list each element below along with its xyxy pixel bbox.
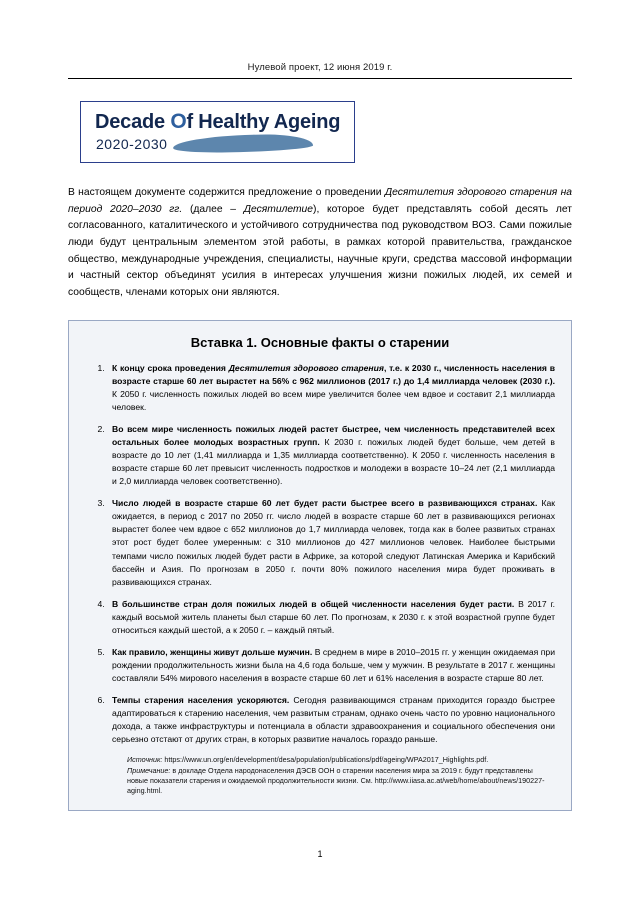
fact-6-lead: Темпы старения населения ускоряются. — [112, 695, 290, 706]
note-text: в докладе Отдела народонаселения ДЭСВ ООН о старении населения мира за 2019 г. будут представлены новые показатели старения и ожидаемой продолжительности жизни. См. http://www.iiasa.ac.at/web/home/about/news/190227-aging.html. — [127, 765, 545, 795]
intro-text-b: (далее – — [182, 203, 244, 215]
page-number: 1 — [317, 849, 323, 859]
list-item — [107, 362, 555, 414]
list-item — [107, 598, 555, 637]
fact-3-rest: Как ожидается, в период с 2017 по 2050 гг. число людей в возрасте старше 60 лет в развивающихся регионах вырастет более чем вдвое с 652 миллионов до 1,7 миллиарда человек, тогда как в более развитых странах этот рост будет более умеренным: с 310 миллионов до 427 миллионов человек. Наиболее быстрыми темпами число пожилых людей будет расти в Африке, за которой следуют Латинская Америка и Карибский бассейн и Азия. По прогнозам в 2050 г. почти 80% пожилого населения мира будет проживать в развивающихся странах. — [112, 498, 555, 587]
fact-2-rest: К 2030 г. пожилых людей будет больше, чем детей в возрасте до 10 лет (1,41 миллиарда и 1,35 миллиарда соответственно). К 2050 г. численность населения в возрасте старше 60 лет превысит численность подростков и молодежи в возрасте 10–24 лет (2,1 миллиарда и 2,0 миллиарда человек соответственно). — [112, 437, 555, 487]
fact-6-rest: Сегодня развивающимся странам приходится гораздо быстрее адаптироваться к старению населения, чем развитым странам, однако очень часто по уровню национального дохода, а также инфраструктуры и потенциала в области здравоохранения и социального обеспечения они серьезно отстают от других стран, в которых развитие началось гораздо раньше. — [112, 695, 555, 745]
intro-emphasis-decade-short: Десятилетие — [243, 203, 314, 215]
fact-1-lead: К концу срока проведения — [112, 362, 229, 373]
intro-text-c: ), которое будет представлять собой десять лет согласованного, каталитического и устойчивого сотрудничества под руководством ВОЗ. Сами пожилые люди будут центральным элементом этой работы, в рамках которой правительства, гражданское общество, международные учреждения, специалисты, научные круги, средства массовой информации и частный сектор объединят усилия в интересах улучшения жизни пожилых людей, их семей и сообществ, членами которых они являются. — [68, 203, 572, 299]
intro-paragraph — [68, 185, 572, 302]
note-label: Примечание: — [127, 765, 171, 775]
fact-3-lead: Число людей в возрасте старше 60 лет будет расти быстрее всего в развивающихся странах. — [112, 498, 538, 509]
fact-4-lead: В большинстве стран доля пожилых людей в общей численности населения будет расти. — [112, 598, 515, 609]
logo-title-part2: f Healthy Ageing — [186, 111, 341, 133]
logo-title-part1: Decade — [95, 111, 171, 133]
fact-5-lead: Как правило, женщины живут дольше мужчин. — [112, 646, 313, 657]
logo-years: 2020-2030 — [96, 136, 168, 152]
list-item — [107, 694, 555, 746]
list-item — [107, 423, 555, 488]
source-text: https://www.un.org/en/development/desa/population/publications/pdf/ageing/WPA2017_Highlights.pdf. — [162, 755, 489, 765]
intro-emphasis-decade-title: Десятилетия здорового старения на период 2020–2030 гг. — [68, 187, 572, 215]
box-1-key-facts — [68, 320, 572, 812]
logo-title — [95, 110, 340, 134]
source-label: Источник: — [127, 755, 163, 765]
facts-list — [85, 362, 555, 747]
fact-1-lead2: , т.е. к 2030 г., численность населения в возрасте старше 60 лет вырастет на 56% с 962 миллионов (2017 г.) до 1,4 миллиарда человек (2030 г.). — [112, 362, 555, 386]
fact-2-lead: Во всем мире численность пожилых людей растет быстрее, чем численность представителей всех остальных более молодых возрастных групп. — [112, 423, 555, 448]
fact-1-italic: Десятилетия здорового старения — [228, 362, 384, 373]
document-header: Нулевой проект, 12 июня 2019 г. — [68, 62, 572, 79]
fact-4-rest: В 2017 г. каждый восьмой житель планеты был старше 60 лет. По прогнозам, к 2030 г. к этой возрастной группе будет относиться каждый шестой, а к 2050 г. – каждый пятый. — [112, 598, 555, 635]
fact-5-rest: В среднем в мире в 2010–2015 гг. у женщин ожидаемая при рождении продолжительность жизни была на 4,6 года больше, чем у мужчин. В результате в 2017 г. женщины составляли 54% мирового населения в возрасте старше 60 лет и 61% населения в возрасте старше 80 лет. — [112, 646, 555, 684]
fact-1-rest: К 2050 г. численность пожилых людей во всем мире увеличится более чем вдвое и составит 2,1 миллиарда человек. — [112, 388, 555, 412]
intro-text-a: В настоящем документе содержится предложение о проведении — [68, 187, 385, 198]
list-item — [107, 646, 555, 685]
box-source-note — [127, 755, 555, 796]
list-item — [107, 497, 555, 588]
logo-brushstroke-icon — [173, 133, 313, 154]
logo-title-o: O — [170, 110, 187, 133]
box-title: Вставка 1. Основные факты о старении — [190, 334, 450, 350]
decade-of-healthy-ageing-logo — [80, 101, 355, 163]
